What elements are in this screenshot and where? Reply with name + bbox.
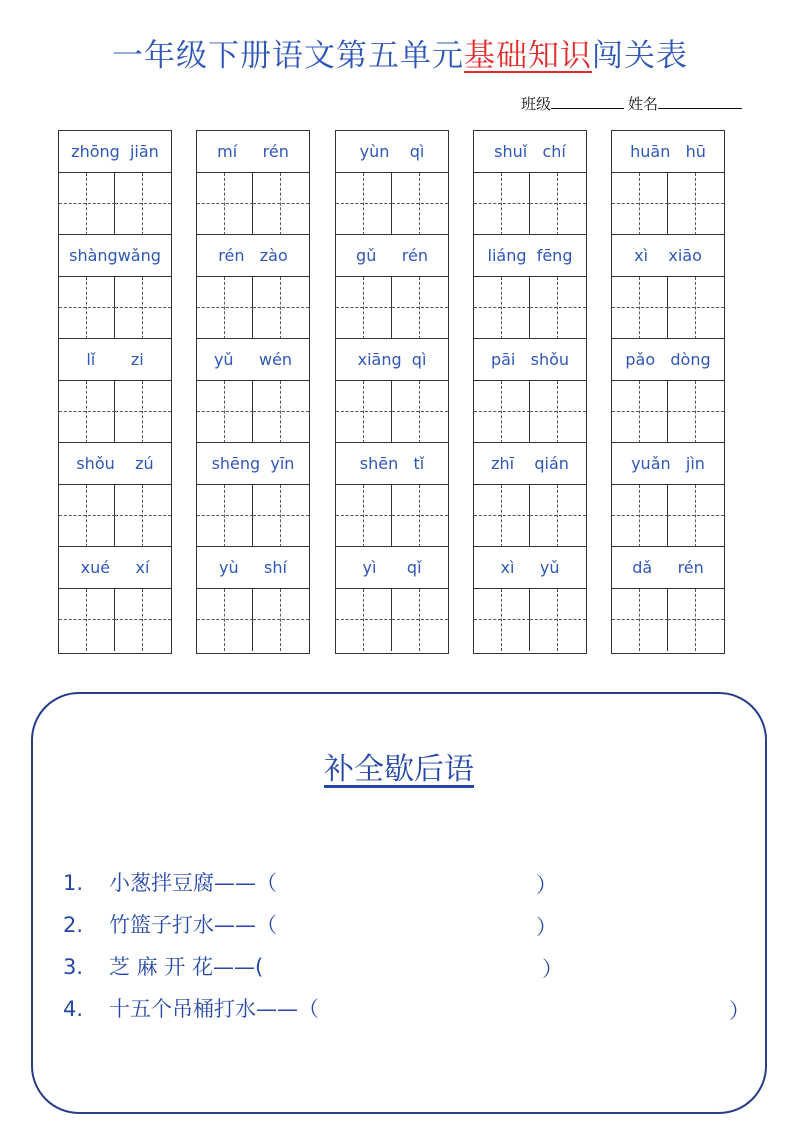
guide-line-vertical <box>695 173 696 235</box>
guide-line-horizontal <box>668 307 724 308</box>
guide-line-vertical <box>224 589 225 651</box>
title-pre: 一年级下册语文第五单元 <box>112 38 464 74</box>
guide-line-vertical <box>363 485 364 547</box>
pinyin-label: shuǐ chí <box>474 131 586 173</box>
tianzige-cell[interactable] <box>197 173 253 235</box>
guide-line-vertical <box>363 173 364 235</box>
idiom-item: 4. 十五个吊桶打水——（ <box>63 997 319 1021</box>
guide-line-horizontal <box>197 411 253 412</box>
guide-line-vertical <box>639 485 640 547</box>
guide-line-vertical <box>142 589 143 651</box>
writing-grid[interactable] <box>612 485 724 547</box>
writing-grid[interactable] <box>474 485 586 547</box>
idiom-item: 1. 小葱拌豆腐——（ <box>63 871 277 895</box>
guide-line-vertical <box>639 589 640 651</box>
guide-line-horizontal <box>59 203 115 204</box>
guide-line-vertical <box>363 589 364 651</box>
guide-line-vertical <box>419 381 420 443</box>
guide-line-vertical <box>419 589 420 651</box>
guide-line-vertical <box>501 173 502 235</box>
tianzige-cell[interactable] <box>668 381 724 443</box>
tianzige-cell[interactable] <box>668 173 724 235</box>
writing-grid[interactable] <box>59 277 171 339</box>
guide-line-vertical <box>224 485 225 547</box>
tianzige-cell[interactable] <box>115 485 171 547</box>
guide-line-horizontal <box>253 619 309 620</box>
pinyin-label: zhōng jiān <box>59 131 171 173</box>
class-blank[interactable] <box>551 94 624 109</box>
writing-grid[interactable] <box>336 589 448 651</box>
pinyin-label: xì xiāo <box>612 235 724 277</box>
page-title <box>0 30 800 75</box>
class-label: 班级 <box>521 95 552 113</box>
writing-grid[interactable] <box>336 277 448 339</box>
title-post: 闯关表 <box>592 38 688 74</box>
guide-line-vertical <box>142 173 143 235</box>
guide-line-horizontal <box>336 515 392 516</box>
guide-line-vertical <box>142 277 143 339</box>
writing-grid[interactable] <box>197 381 309 443</box>
tianzige-cell[interactable] <box>336 381 392 443</box>
name-label: 姓名 <box>628 95 659 113</box>
guide-line-horizontal <box>336 307 392 308</box>
writing-grid[interactable] <box>612 173 724 235</box>
writing-grid[interactable] <box>59 485 171 547</box>
tianzige-cell[interactable] <box>612 277 668 339</box>
writing-grid[interactable] <box>474 589 586 651</box>
tianzige-cell[interactable] <box>115 173 171 235</box>
writing-grid[interactable] <box>474 277 586 339</box>
guide-line-vertical <box>501 277 502 339</box>
tianzige-cell[interactable] <box>197 589 253 651</box>
pinyin-column <box>611 130 725 654</box>
guide-line-vertical <box>419 277 420 339</box>
writing-grid[interactable] <box>197 173 309 235</box>
tianzige-cell[interactable] <box>336 485 392 547</box>
guide-line-horizontal <box>115 307 171 308</box>
pinyin-label: gǔ rén <box>336 235 448 277</box>
tianzige-cell[interactable] <box>253 485 309 547</box>
guide-line-horizontal <box>612 619 668 620</box>
tianzige-cell[interactable] <box>474 485 530 547</box>
guide-line-horizontal <box>197 203 253 204</box>
writing-grid[interactable] <box>336 485 448 547</box>
pinyin-column <box>196 130 310 654</box>
tianzige-cell[interactable] <box>59 589 115 651</box>
guide-line-vertical <box>419 485 420 547</box>
writing-grid[interactable] <box>197 589 309 651</box>
guide-line-horizontal <box>474 307 530 308</box>
guide-line-horizontal <box>668 619 724 620</box>
guide-line-horizontal <box>530 307 586 308</box>
pinyin-label: yù shí <box>197 547 309 589</box>
tianzige-cell[interactable] <box>530 277 586 339</box>
guide-line-vertical <box>280 173 281 235</box>
guide-line-horizontal <box>197 515 253 516</box>
tianzige-cell[interactable] <box>474 277 530 339</box>
title-highlight: 基础知识 <box>464 38 592 74</box>
tianzige-cell[interactable] <box>474 173 530 235</box>
writing-grid[interactable] <box>336 381 448 443</box>
pinyin-column <box>473 130 587 654</box>
guide-line-vertical <box>639 277 640 339</box>
tianzige-cell[interactable] <box>668 277 724 339</box>
writing-grid[interactable] <box>474 173 586 235</box>
pinyin-label: zhī qián <box>474 443 586 485</box>
pinyin-label: liáng fēng <box>474 235 586 277</box>
tianzige-cell[interactable] <box>336 589 392 651</box>
tianzige-cell[interactable] <box>392 589 448 651</box>
guide-line-horizontal <box>474 411 530 412</box>
guide-line-vertical <box>695 381 696 443</box>
tianzige-cell[interactable] <box>530 589 586 651</box>
guide-line-horizontal <box>197 307 253 308</box>
guide-line-horizontal <box>115 203 171 204</box>
pinyin-label: lǐ zi <box>59 339 171 381</box>
guide-line-horizontal <box>612 411 668 412</box>
guide-line-vertical <box>363 277 364 339</box>
tianzige-cell[interactable] <box>612 381 668 443</box>
guide-line-horizontal <box>253 411 309 412</box>
writing-grid[interactable] <box>612 277 724 339</box>
guide-line-horizontal <box>392 203 448 204</box>
pinyin-label: huān hū <box>612 131 724 173</box>
tianzige-cell[interactable] <box>115 589 171 651</box>
guide-line-vertical <box>86 589 87 651</box>
idiom-item: 3. 芝 麻 开 花——( <box>63 955 264 979</box>
guide-line-horizontal <box>336 619 392 620</box>
writing-grid[interactable] <box>336 173 448 235</box>
tianzige-cell[interactable] <box>530 485 586 547</box>
guide-line-vertical <box>501 381 502 443</box>
pinyin-label: shàngwǎng <box>59 235 171 277</box>
guide-line-horizontal <box>612 203 668 204</box>
guide-line-vertical <box>557 589 558 651</box>
guide-line-vertical <box>695 485 696 547</box>
tianzige-cell[interactable] <box>59 485 115 547</box>
pinyin-label: rén zào <box>197 235 309 277</box>
pinyin-column <box>58 130 172 654</box>
guide-line-horizontal <box>253 203 309 204</box>
writing-grid[interactable] <box>59 173 171 235</box>
guide-line-horizontal <box>253 515 309 516</box>
idiom-close-paren: ） <box>542 957 563 981</box>
writing-grid[interactable] <box>197 485 309 547</box>
guide-line-vertical <box>501 485 502 547</box>
guide-line-vertical <box>224 277 225 339</box>
tianzige-cell[interactable] <box>392 173 448 235</box>
tianzige-cell[interactable] <box>197 485 253 547</box>
tianzige-cell[interactable] <box>474 381 530 443</box>
guide-line-horizontal <box>612 515 668 516</box>
tianzige-cell[interactable] <box>474 589 530 651</box>
pinyin-label: pǎo dòng <box>612 339 724 381</box>
guide-line-horizontal <box>115 515 171 516</box>
guide-line-vertical <box>224 381 225 443</box>
tianzige-cell[interactable] <box>115 381 171 443</box>
pinyin-label: shēn tǐ <box>336 443 448 485</box>
tianzige-cell[interactable] <box>530 173 586 235</box>
guide-line-vertical <box>639 173 640 235</box>
pinyin-label: yùn qì <box>336 131 448 173</box>
pinyin-label: dǎ rén <box>612 547 724 589</box>
guide-line-vertical <box>280 485 281 547</box>
tianzige-cell[interactable] <box>336 173 392 235</box>
guide-line-vertical <box>86 277 87 339</box>
guide-line-horizontal <box>668 411 724 412</box>
writing-grid[interactable] <box>59 589 171 651</box>
guide-line-horizontal <box>392 411 448 412</box>
guide-line-horizontal <box>612 307 668 308</box>
writing-grid[interactable] <box>474 381 586 443</box>
guide-line-vertical <box>419 173 420 235</box>
pinyin-label: xì yǔ <box>474 547 586 589</box>
guide-line-vertical <box>142 485 143 547</box>
guide-line-horizontal <box>530 203 586 204</box>
guide-line-vertical <box>557 277 558 339</box>
tianzige-cell[interactable] <box>253 589 309 651</box>
idiom-close-paren: ） <box>536 873 557 897</box>
guide-line-vertical <box>280 381 281 443</box>
pinyin-label: xiāng qì <box>336 339 448 381</box>
tianzige-cell[interactable] <box>197 277 253 339</box>
guide-line-vertical <box>695 277 696 339</box>
tianzige-cell[interactable] <box>530 381 586 443</box>
writing-grid[interactable] <box>197 277 309 339</box>
tianzige-cell[interactable] <box>253 381 309 443</box>
tianzige-cell[interactable] <box>253 277 309 339</box>
guide-line-vertical <box>557 173 558 235</box>
guide-line-horizontal <box>530 411 586 412</box>
pinyin-label: shēng yīn <box>197 443 309 485</box>
guide-line-horizontal <box>336 411 392 412</box>
idiom-close-paren: ） <box>729 999 750 1023</box>
section-title: 补全歇后语 <box>324 752 474 787</box>
tianzige-cell[interactable] <box>336 277 392 339</box>
pinyin-label: yuǎn jìn <box>612 443 724 485</box>
guide-line-vertical <box>280 277 281 339</box>
guide-line-horizontal <box>474 515 530 516</box>
guide-line-horizontal <box>197 619 253 620</box>
guide-line-vertical <box>639 381 640 443</box>
guide-line-horizontal <box>59 307 115 308</box>
tianzige-cell[interactable] <box>115 277 171 339</box>
guide-line-vertical <box>695 589 696 651</box>
tianzige-cell[interactable] <box>59 173 115 235</box>
guide-line-horizontal <box>59 619 115 620</box>
guide-line-vertical <box>557 381 558 443</box>
guide-line-horizontal <box>474 619 530 620</box>
guide-line-horizontal <box>59 515 115 516</box>
writing-grid[interactable] <box>612 381 724 443</box>
tianzige-cell[interactable] <box>253 173 309 235</box>
guide-line-vertical <box>280 589 281 651</box>
pinyin-label: mí rén <box>197 131 309 173</box>
guide-line-horizontal <box>668 203 724 204</box>
guide-line-horizontal <box>474 203 530 204</box>
writing-grid[interactable] <box>612 589 724 651</box>
guide-line-horizontal <box>530 515 586 516</box>
guide-line-horizontal <box>392 515 448 516</box>
idiom-close-paren: ） <box>536 915 557 939</box>
tianzige-cell[interactable] <box>612 589 668 651</box>
guide-line-vertical <box>501 589 502 651</box>
tianzige-cell[interactable] <box>392 277 448 339</box>
guide-line-vertical <box>86 173 87 235</box>
pinyin-label: yǔ wén <box>197 339 309 381</box>
guide-line-vertical <box>224 173 225 235</box>
guide-line-horizontal <box>253 307 309 308</box>
tianzige-cell[interactable] <box>668 589 724 651</box>
guide-line-horizontal <box>59 411 115 412</box>
writing-grid[interactable] <box>59 381 171 443</box>
pinyin-label: shǒu zú <box>59 443 171 485</box>
guide-line-horizontal <box>392 307 448 308</box>
tianzige-cell[interactable] <box>197 381 253 443</box>
idiom-item: 2. 竹篮子打水——（ <box>63 913 277 937</box>
guide-line-vertical <box>142 381 143 443</box>
guide-line-horizontal <box>530 619 586 620</box>
tianzige-cell[interactable] <box>392 381 448 443</box>
tianzige-cell[interactable] <box>392 485 448 547</box>
tianzige-cell[interactable] <box>612 485 668 547</box>
student-info <box>521 93 781 114</box>
idiom-section <box>31 692 767 1114</box>
guide-line-vertical <box>86 485 87 547</box>
guide-line-horizontal <box>115 619 171 620</box>
guide-line-vertical <box>557 485 558 547</box>
tianzige-cell[interactable] <box>59 381 115 443</box>
pinyin-column <box>335 130 449 654</box>
pinyin-label: xué xí <box>59 547 171 589</box>
guide-line-vertical <box>86 381 87 443</box>
tianzige-cell[interactable] <box>668 485 724 547</box>
name-blank[interactable] <box>658 94 742 109</box>
guide-line-horizontal <box>336 203 392 204</box>
pinyin-label: yì qǐ <box>336 547 448 589</box>
guide-line-horizontal <box>668 515 724 516</box>
pinyin-label: pāi shǒu <box>474 339 586 381</box>
tianzige-cell[interactable] <box>612 173 668 235</box>
guide-line-horizontal <box>392 619 448 620</box>
tianzige-cell[interactable] <box>59 277 115 339</box>
guide-line-vertical <box>363 381 364 443</box>
guide-line-horizontal <box>115 411 171 412</box>
